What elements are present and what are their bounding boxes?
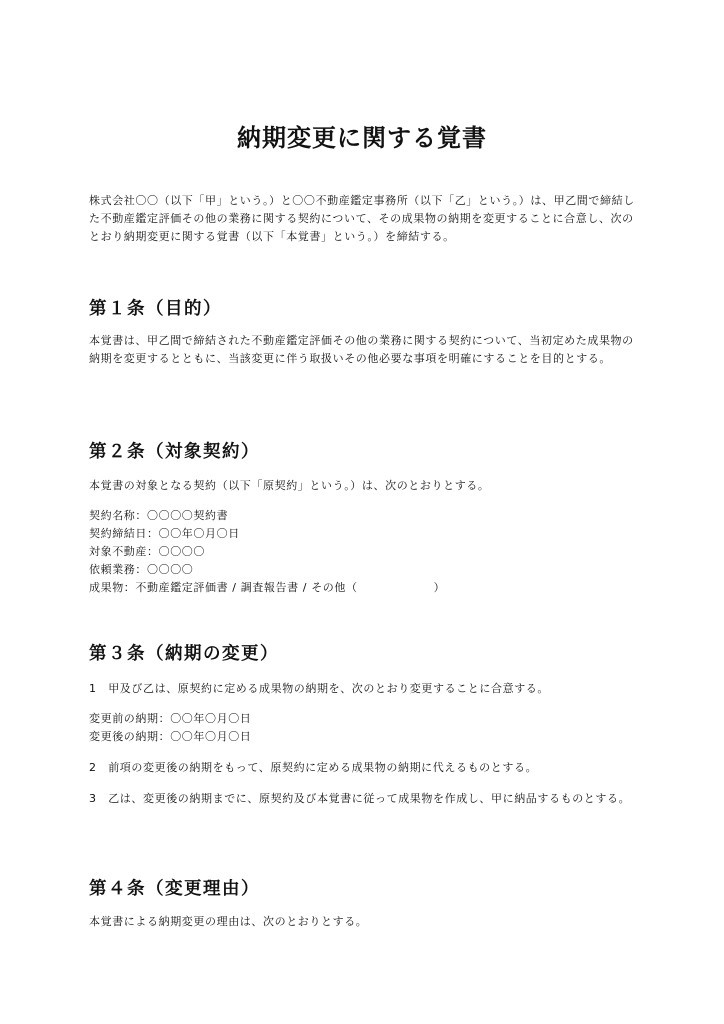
contract-date-item: 契約締結日：〇〇年〇月〇日 (89, 527, 240, 540)
preamble-paragraph: 株式会社〇〇（以下「甲」という。）と〇〇不動産鑑定事務所（以下「乙」という。）は、甲乙間で締結した不動産鑑定評価その他の業務に関する契約について、その成果物の納期を変更することに合意し、次のとおり納期変更に関する覚書（以下「本覚書」という。）を締結する。 (89, 194, 635, 243)
article-4-body: 本覚書による納期変更の理由は、次のとおりとする。 (89, 915, 368, 928)
deliverable-item (89, 579, 639, 597)
deliverable-suffix: ） (433, 581, 446, 594)
article-3-heading: 第３条（納期の変更） (89, 644, 279, 664)
article-2-heading: 第２条（対象契約） (89, 442, 260, 462)
article-1-body: 本覚書は、甲乙間で締結された不動産鑑定評価その他の業務に関する契約について、当初定めた成果物の納期を変更するとともに、当該変更に伴う取扱いその他必要な事項を明確にすることを目的とする。 (89, 334, 634, 365)
article-3-clause-2: 2 前項の変更後の納期をもって、原契約に定める成果物の納期に代えるものとする。 (89, 761, 538, 774)
target-property-item: 対象不動産：〇〇〇〇 (89, 545, 205, 558)
deadline-before: 変更前の納期：〇〇年〇月〇日 (89, 712, 252, 725)
requested-work-item: 依頼業務：〇〇〇〇 (89, 563, 194, 576)
deadline-list (89, 710, 639, 746)
article-3-clause-3: 3 乙は、変更後の納期までに、原契約及び本覚書に従って成果物を作成し、甲に納品するものとする。 (89, 792, 631, 805)
contract-details-list (89, 507, 639, 597)
deliverable-prefix: 成果物：不動産鑑定評価書 / 調査報告書 / その他（ (89, 581, 358, 594)
article-3-clause-1: 1 甲及び乙は、原契約に定める成果物の納期を、次のとおり変更することに合意する。 (89, 682, 549, 695)
deadline-after: 変更後の納期：〇〇年〇月〇日 (89, 730, 252, 743)
article-2-intro: 本覚書の対象となる契約（以下「原契約」という。）は、次のとおりとする。 (89, 479, 490, 492)
contract-name-item: 契約名称：〇〇〇〇契約書 (89, 509, 229, 522)
document-title: 納期変更に関する覚書 (237, 124, 487, 152)
article-1-heading: 第１条（目的） (89, 299, 222, 319)
article-4-heading: 第４条（変更理由） (89, 879, 260, 899)
